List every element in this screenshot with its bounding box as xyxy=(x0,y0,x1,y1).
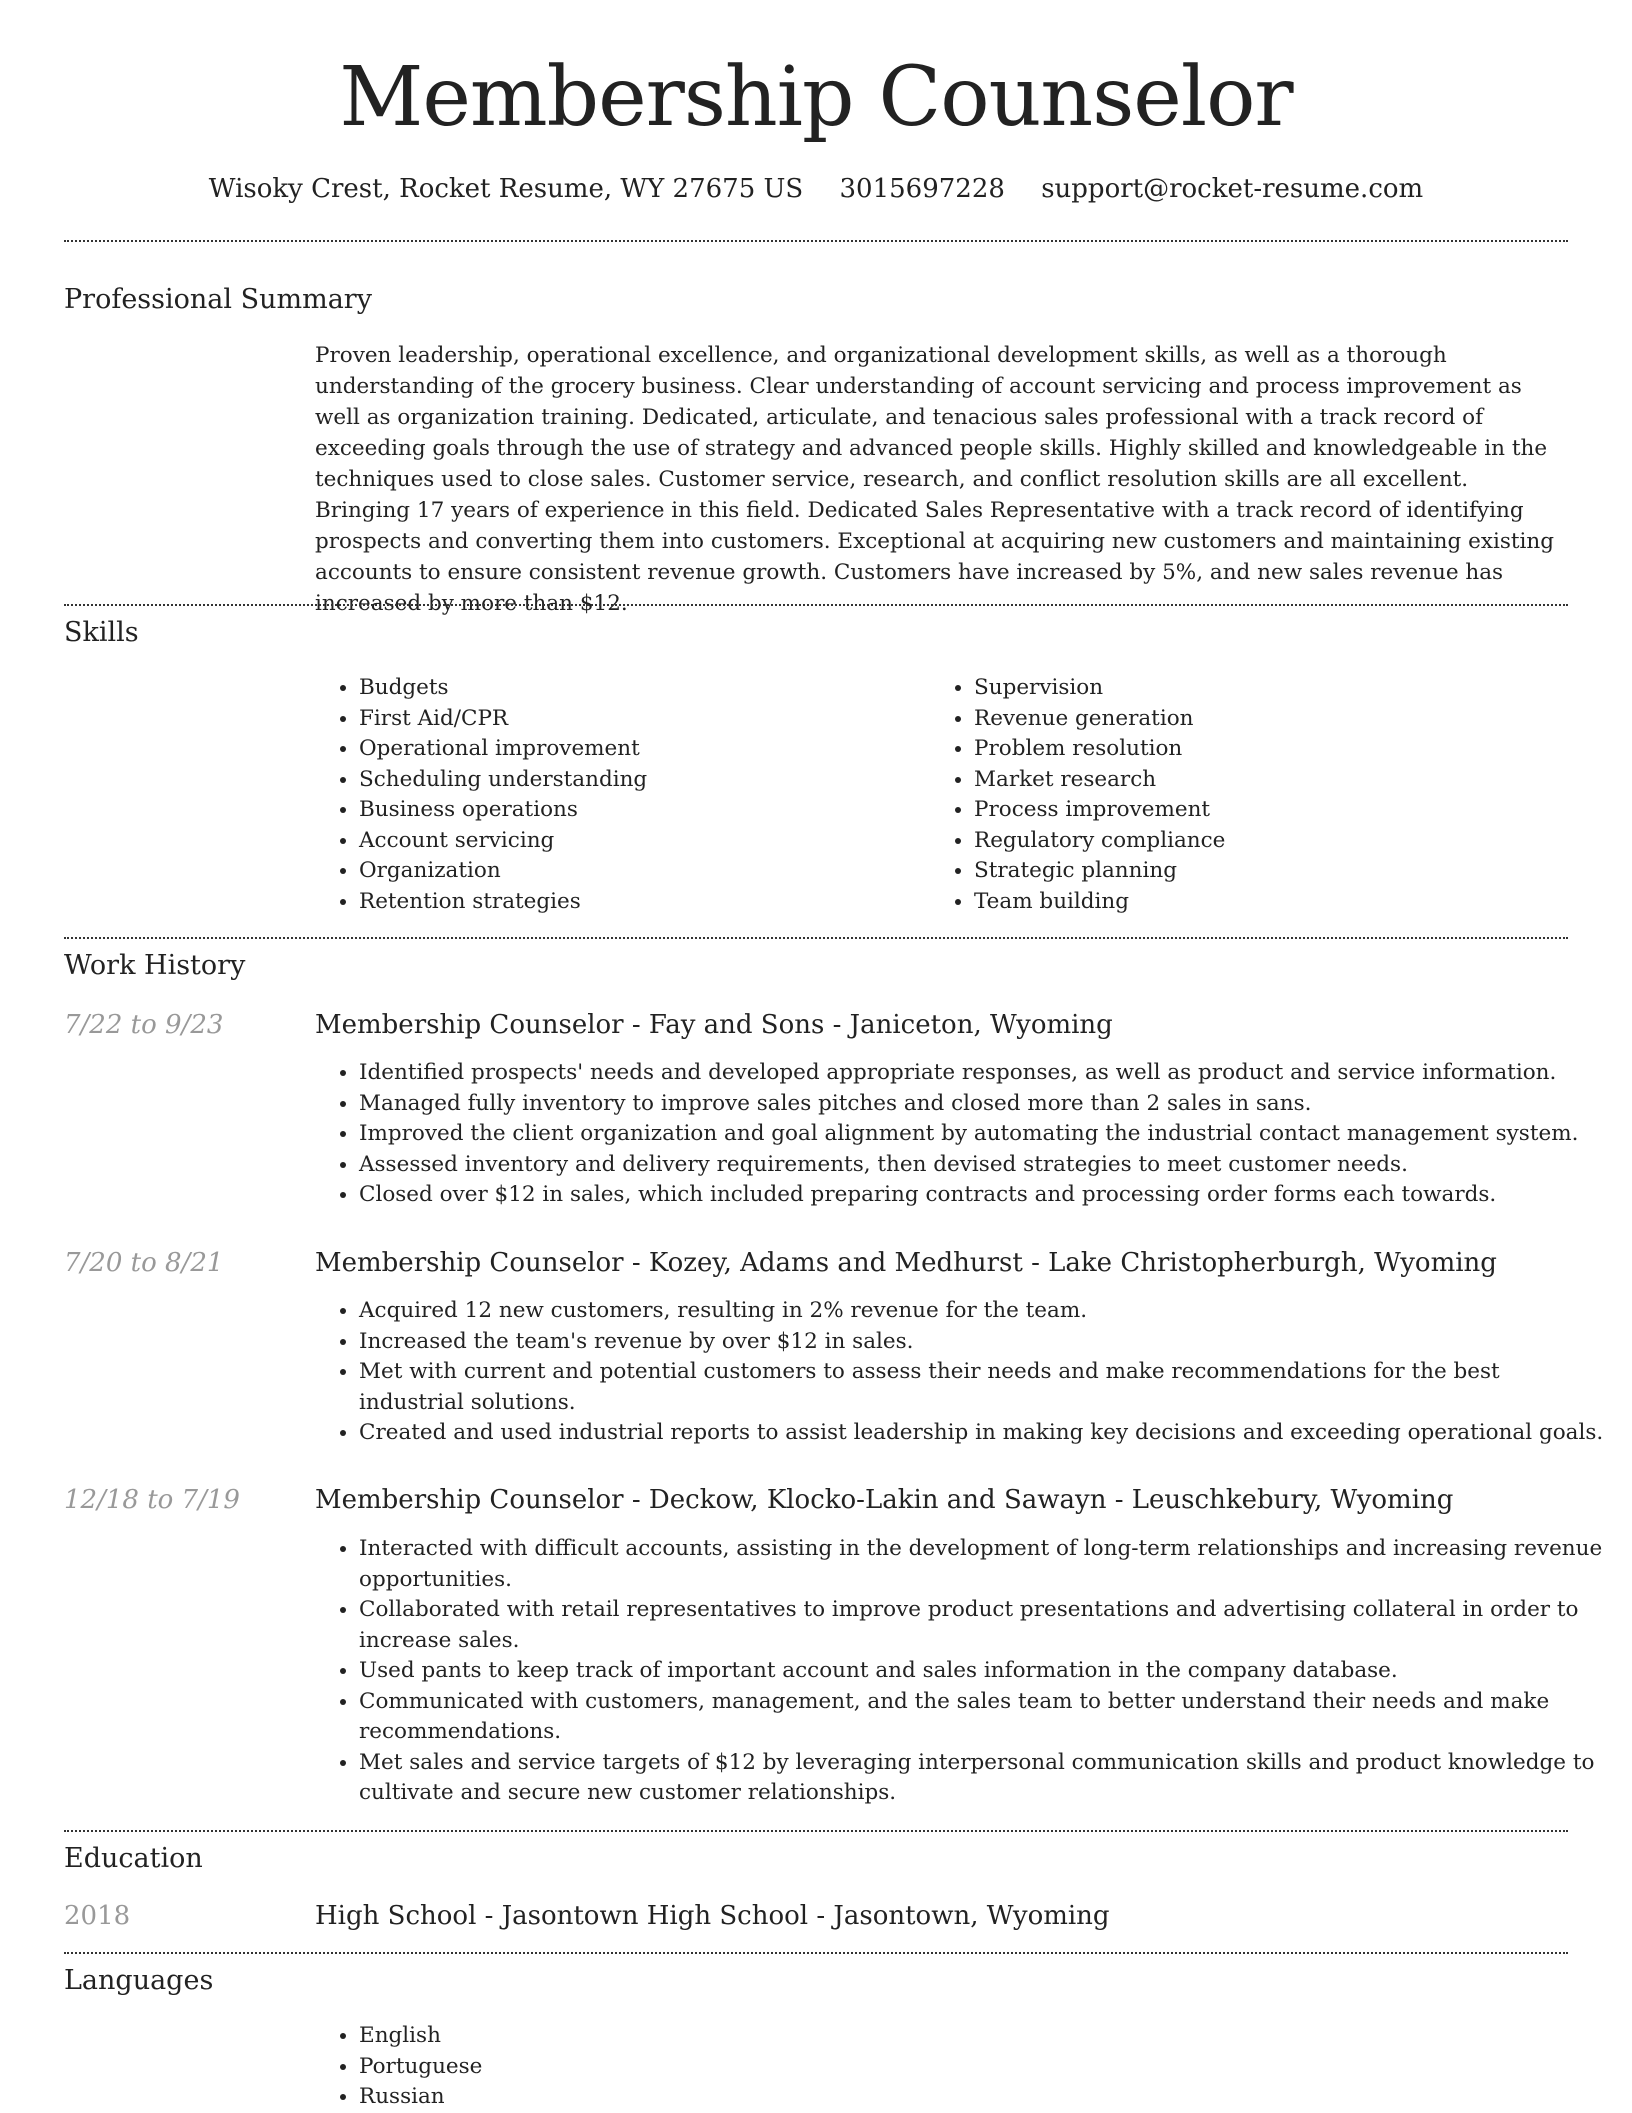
work-heading: Work History xyxy=(64,950,246,981)
skill-item: • Account servicing xyxy=(359,826,919,857)
job-bullet: • Assessed inventory and delivery requirements, then devised strategies to meet customer needs. xyxy=(359,1150,1609,1181)
job-title: Membership Counselor - Fay and Sons - Janiceton, Wyoming xyxy=(315,1010,1113,1040)
skills-list-right xyxy=(930,673,1574,917)
skill-item: • Revenue generation xyxy=(974,704,1574,735)
contact-address: Wisoky Crest, Rocket Resume, WY 27675 US xyxy=(208,174,804,204)
section-divider xyxy=(64,1952,1568,1954)
skill-item: • Team building xyxy=(974,887,1574,918)
section-divider xyxy=(64,1830,1568,1832)
language-item: • Portuguese xyxy=(359,2052,959,2083)
section-divider xyxy=(64,937,1568,939)
job-bullet: • Acquired 12 new customers, resulting in 2% revenue for the team. xyxy=(359,1296,1609,1327)
skill-item: • Operational improvement xyxy=(359,734,919,765)
skill-item: • Supervision xyxy=(974,673,1574,704)
skills-list-left xyxy=(315,673,919,917)
languages-heading: Languages xyxy=(64,1965,214,1996)
resume-name: Membership Counselor xyxy=(339,50,1293,145)
job-bullets xyxy=(315,1058,1609,1211)
job-bullet: • Interacted with difficult accounts, assisting in the development of long-term relationships and increasing revenue opportunities. xyxy=(359,1534,1609,1595)
section-divider xyxy=(64,240,1568,242)
section-divider xyxy=(64,604,1568,606)
job-title: Membership Counselor - Kozey, Adams and Medhurst - Lake Christopherburgh, Wyoming xyxy=(315,1248,1497,1278)
job-dates: 12/18 to 7/19 xyxy=(64,1485,240,1515)
job-bullet: • Communicated with customers, management, and the sales team to better understand their needs and make recommendations. xyxy=(359,1687,1609,1748)
job-bullet: • Used pants to keep track of important account and sales information in the company database. xyxy=(359,1656,1609,1687)
job-bullet: • Identified prospects' needs and developed appropriate responses, as well as product and service information. xyxy=(359,1058,1609,1089)
job-bullet: • Managed fully inventory to improve sales pitches and closed more than 2 sales in sans. xyxy=(359,1089,1609,1120)
summary-heading: Professional Summary xyxy=(64,284,372,315)
language-item: • Russian xyxy=(359,2082,959,2113)
skill-item: • Organization xyxy=(359,856,919,887)
skill-item: • Budgets xyxy=(359,673,919,704)
education-heading: Education xyxy=(64,1843,203,1874)
job-bullets xyxy=(315,1296,1609,1449)
language-item: • English xyxy=(359,2021,959,2052)
job-bullet: • Created and used industrial reports to assist leadership in making key decisions and exceeding operational goals. xyxy=(359,1418,1609,1449)
languages-list xyxy=(315,2021,959,2113)
job-bullet: • Closed over $12 in sales, which included preparing contracts and processing order forms each towards. xyxy=(359,1180,1609,1211)
job-bullet: • Met with current and potential customers to assess their needs and make recommendations for the best industrial solutions. xyxy=(359,1357,1609,1418)
job-bullets xyxy=(315,1534,1609,1809)
skill-item: • Problem resolution xyxy=(974,734,1574,765)
job-bullet: • Collaborated with retail representatives to improve product presentations and advertising collateral in order to increase sales. xyxy=(359,1595,1609,1656)
job-bullet: • Improved the client organization and goal alignment by automating the industrial contact management system. xyxy=(359,1119,1609,1150)
skill-item: • First Aid/CPR xyxy=(359,704,919,735)
skill-item: • Business operations xyxy=(359,795,919,826)
skill-item: • Strategic planning xyxy=(974,856,1574,887)
education-entry: High School - Jasontown High School - Jasontown, Wyoming xyxy=(315,1901,1110,1931)
skill-item: • Scheduling understanding xyxy=(359,765,919,796)
skill-item: • Market research xyxy=(974,765,1574,796)
summary-text: Proven leadership, operational excellence, and organizational development skills, as well as a thorough understanding of the grocery business. Clear understanding of account servicing and process improvement as well as organization training. Dedicated, articulate, and tenacious sales professional with a track record of exceeding goals through the use of strategy and advanced people skills. Highly skilled and knowledgeable in the techniques used to close sales. Customer service, research, and conflict resolution skills are all excellent. Bringing 17 years of experience in this field. Dedicated Sales Representative with a track record of identifying prospects and converting them into customers. Exceptional at acquiring new customers and maintaining existing accounts to ensure consistent revenue growth. Customers have increased by 5%, and new sales revenue has increased by more than $12. xyxy=(315,343,1554,616)
contact-email: support@rocket-resume.com xyxy=(1041,174,1424,204)
job-dates: 7/22 to 9/23 xyxy=(64,1010,224,1040)
education-year: 2018 xyxy=(64,1901,131,1931)
job-dates: 7/20 to 8/21 xyxy=(64,1248,224,1278)
skills-heading: Skills xyxy=(64,617,139,648)
skill-item: • Process improvement xyxy=(974,795,1574,826)
job-bullet: • Increased the team's revenue by over $12 in sales. xyxy=(359,1327,1609,1358)
contact-phone: 3015697228 xyxy=(839,174,1005,204)
contact-line xyxy=(0,172,1632,206)
job-bullet: • Met sales and service targets of $12 by leveraging interpersonal communication skills and product knowledge to cultivate and secure new customer relationships. xyxy=(359,1748,1609,1809)
skill-item: • Regulatory compliance xyxy=(974,826,1574,857)
skill-item: • Retention strategies xyxy=(359,887,919,918)
job-title: Membership Counselor - Deckow, Klocko-Lakin and Sawayn - Leuschkebury, Wyoming xyxy=(315,1485,1454,1515)
